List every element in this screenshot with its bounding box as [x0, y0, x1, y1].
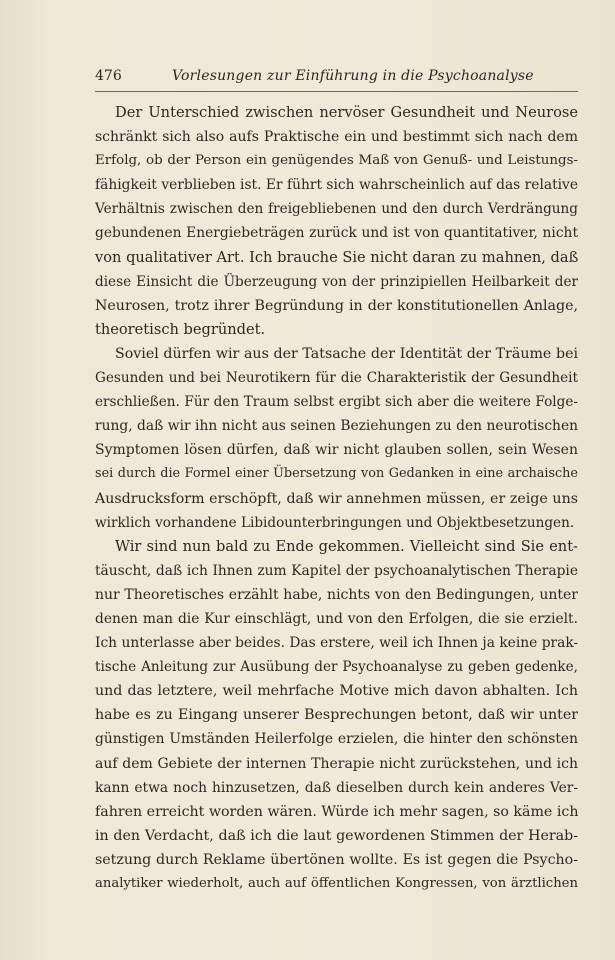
text-line: Gesunden und bei Neurotikern für die Charakteristik der Gesundheit	[95, 370, 578, 387]
text-line: sei durch die Formel einer Übersetzung von Gedanken in eine archaische	[95, 466, 578, 482]
header-rule	[95, 91, 578, 92]
text-line: setzung durch Reklame übertönen wollte. Es ist gegen die Psycho-	[95, 851, 578, 868]
text-line: fähigkeit verblieben ist. Er führt sich wahrscheinlich auf das relative	[95, 177, 578, 194]
text-line: analytiker wiederholt, auch auf öffentlichen Kongressen, von ärztlichen	[95, 876, 578, 891]
text-line: Ich unterlasse aber beides. Das erstere, weil ich Ihnen ja keine prak-	[95, 635, 578, 652]
text-line: Neurosen, trotz ihrer Begründung in der konstitutionellen Anlage,	[95, 297, 578, 314]
body-text	[95, 101, 578, 896]
running-head: Vorlesungen zur Einführung in die Psychoanalyse	[172, 68, 534, 84]
text-line: kann etwa noch hinzusetzen, daß dieselben durch kein anderes Ver-	[95, 779, 578, 796]
page-number: 476	[95, 68, 122, 84]
text-line: Ausdrucksform erschöpft, daß wir annehmen müssen, er zeige uns	[95, 490, 578, 507]
text-line: rung, daß wir ihn nicht aus seinen Beziehungen zu den neurotischen	[95, 418, 578, 435]
text-line: habe es zu Eingang unserer Besprechungen betont, daß wir unter	[95, 707, 578, 724]
text-line: Soviel dürfen wir aus der Tatsache der Identität der Träume bei	[115, 345, 578, 362]
text-line: täuscht, daß ich Ihnen zum Kapitel der psychoanalytischen Therapie	[95, 562, 578, 579]
text-line: in den Verdacht, daß ich die laut gewordenen Stimmen der Herab-	[95, 827, 578, 844]
text-line: und das letztere, weil mehrfache Motive mich davon abhalten. Ich	[95, 683, 578, 700]
text-line: denen man die Kur einschlägt, und von den Erfolgen, die sie erzielt.	[95, 610, 578, 627]
text-line: Symptomen lösen dürfen, daß wir nicht glauben sollen, sein Wesen	[95, 442, 578, 459]
text-line: erschließen. Für den Traum selbst ergibt sich aber die weitere Folge-	[95, 394, 578, 411]
text-line: tische Anleitung zur Ausübung der Psychoanalyse zu geben gedenke,	[95, 659, 578, 676]
text-line: von qualitativer Art. Ich brauche Sie nicht daran zu mahnen, daß	[95, 248, 578, 266]
text-line: diese Einsicht die Überzeugung von der prinzipiellen Heilbarkeit der	[95, 273, 578, 290]
text-line: schränkt sich also aufs Praktische ein und bestimmt sich nach dem	[95, 129, 578, 146]
text-line: Wir sind nun bald zu Ende gekommen. Vielleicht sind Sie ent-	[115, 537, 578, 555]
text-line: günstigen Umständen Heilerfolge erzielen, die hinter den schönsten	[95, 731, 578, 748]
text-line: nur Theoretisches erzählt habe, nichts von den Bedingungen, unter	[95, 586, 578, 603]
page-header	[95, 68, 575, 90]
text-line: fahren erreicht worden wären. Würde ich mehr sagen, so käme ich	[95, 803, 578, 820]
text-line: gebundenen Energiebeträgen zurück und ist von quantitativer, nicht	[95, 225, 578, 242]
text-line: Der Unterschied zwischen nervöser Gesundheit und Neurose	[115, 104, 578, 121]
text-line: Verhältnis zwischen den freigebliebenen und den durch Verdrängung	[95, 201, 578, 218]
text-line: auf dem Gebiete der internen Therapie nicht zurückstehen, und ich	[95, 755, 578, 772]
text-line: wirklich vorhandene Libidounterbringungen und Objektbesetzungen.	[95, 514, 575, 531]
text-line: theoretisch begründet.	[95, 320, 266, 338]
text-line: Erfolg, ob der Person ein genügendes Maß von Genuß- und Leistungs-	[95, 153, 578, 169]
